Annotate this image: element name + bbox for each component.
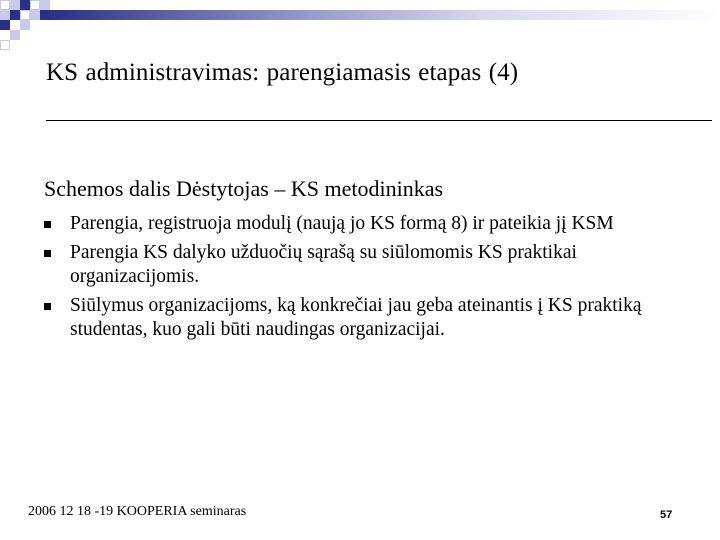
bullet-text: Siūlymus organizacijoms, ką konkrečiai jau geba ateinantis į KS praktiką studentas, kuo gali būti naudingas organizacijai. xyxy=(70,295,642,340)
slide-title: KS administravimas: parengiamasis etapas (4) xyxy=(46,59,519,86)
decor-square xyxy=(10,10,20,20)
decor-square xyxy=(20,0,30,10)
slide-subtitle: Schemos dalis Dėstytojas – KS metodininkas xyxy=(44,176,444,201)
page-number: 57 xyxy=(660,509,673,521)
decor-square xyxy=(30,0,40,10)
header-gradient-bar xyxy=(50,10,720,20)
bullet-list xyxy=(44,212,684,347)
decor-square xyxy=(10,0,20,10)
bullet-text: Parengia KS dalyko užduočių sąrašą su siūlomomis KS praktikai organizacijomis. xyxy=(70,242,577,287)
decor-square xyxy=(20,20,30,30)
bullet-item xyxy=(44,212,684,236)
decor-square xyxy=(0,10,10,20)
decor-square xyxy=(30,10,40,20)
decor-square xyxy=(10,30,20,40)
square-bullet-icon xyxy=(44,303,51,310)
decor-square xyxy=(40,0,50,10)
decor-square xyxy=(0,0,10,10)
square-bullet-icon xyxy=(44,221,51,228)
bullet-text: Parengia, registruoja modulį (naują jo KS formą 8) ir pateikia jį KSM xyxy=(70,213,614,234)
bullet-item xyxy=(44,241,684,289)
decor-square xyxy=(0,40,10,50)
decor-square xyxy=(0,20,10,30)
footer-text: 2006 12 18 -19 KOOPERIA seminaras xyxy=(28,504,247,519)
square-bullet-icon xyxy=(44,250,51,257)
decor-square xyxy=(40,10,50,20)
title-divider xyxy=(46,120,712,121)
bullet-item xyxy=(44,294,684,342)
decor-square xyxy=(20,10,30,20)
